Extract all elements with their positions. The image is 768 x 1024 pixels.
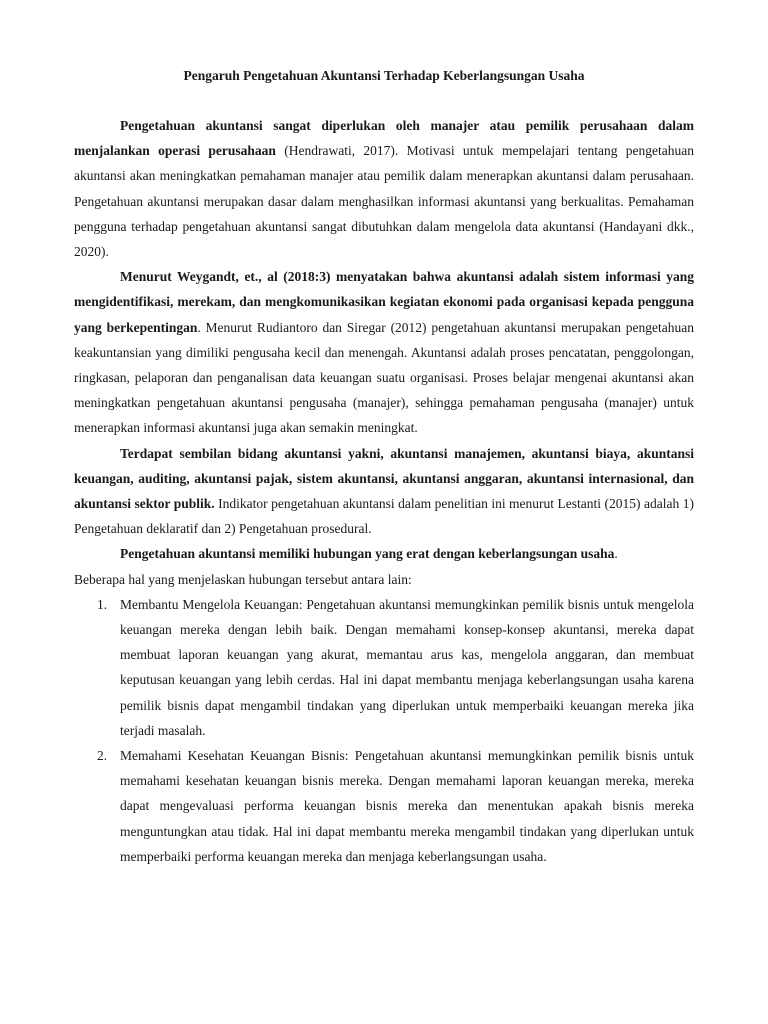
paragraph-2-bold: Menurut Weygandt, et., al (2018:3) menyatakan bahwa akuntansi adalah sistem informasi yang mengidentifikasi, merekam, dan mengkomunikasikan kegiatan ekonomi pada organisasi kepada pengguna yang berkepentingan <box>74 269 694 335</box>
list-item-text: Memahami Kesehatan Keuangan Bisnis: Pengetahuan akuntansi memungkinkan pemilik bisnis untuk memahami kesehatan keuangan bisnis mereka. Dengan memahami laporan keuangan mereka, mereka dapat mengevaluasi performa keuangan bisnis mereka dan menentukan apakah bisnis mereka menguntungkan atau tidak. Hal ini dapat membantu mereka mengambil tindakan yang diperlukan untuk memperbaiki performa keuangan mereka dan menjaga keberlangsungan usaha. <box>120 748 694 864</box>
list-item <box>74 592 694 743</box>
list-item-number: 1. <box>97 596 108 612</box>
paragraph-3-bold: Terdapat sembilan bidang akuntansi yakni, akuntansi manajemen, akuntansi biaya, akuntansi keuangan, auditing, akuntansi pajak, sistem akuntansi, akuntansi anggaran, akuntansi internasional, dan akuntansi sektor publik. <box>74 445 694 512</box>
paragraph-4-bold: Pengetahuan akuntansi memiliki hubungan yang erat dengan keberlangsungan usaha <box>120 546 615 562</box>
paragraph-1 <box>74 113 694 264</box>
list-item-text: Membantu Mengelola Keuangan: Pengetahuan akuntansi memungkinkan pemilik bisnis untuk mengelola keuangan mereka dengan lebih baik. Dengan memahami konsep-konsep akuntansi, mereka dapat membuat laporan keuangan yang akurat, memantau arus kas, mengelola anggaran, dan membuat keputusan keuangan yang lebih cerdas. Hal ini dapat membantu menjaga keberlangsungan usaha karena pemilik bisnis dapat mengambil tindakan yang diperlukan untuk memperbaiki keuangan mereka jika terjadi masalah. <box>120 596 694 738</box>
paragraph-4-text: . <box>614 546 618 562</box>
paragraph-1-text: (Hendrawati, 2017). Motivasi untuk mempelajari tentang pengetahuan akuntansi akan meningkatkan pemahaman manajer atau pemilik dalam menerapkan akuntansi dalam perusahaan. Pengetahuan akuntansi merupakan dasar dalam menghasilkan informasi akuntansi yang berkualitas. Pemahaman pengguna terhadap pengetahuan akuntansi sangat dibutuhkan dalam mengelola data akuntansi (Handayani dkk., 2020). <box>74 143 694 260</box>
list-item <box>74 743 694 869</box>
numbered-list <box>74 592 694 869</box>
list-item-number: 2. <box>97 748 108 764</box>
paragraph-3 <box>74 441 694 542</box>
paragraph-2-text: . Menurut Rudiantoro dan Siregar (2012) pengetahuan akuntansi merupakan pengetahuan keakuntansian yang dimiliki pengusaha kecil dan menengah. Akuntansi adalah proses pencatatan, penggolongan, ringkasan, pelaporan dan penganalisan data keuangan suatu organisasi. Proses belajar mengenai akuntansi akan meningkatkan pengetahuan akuntansi pengusaha (manajer), sehingga pemahaman pengusaha (manajer) untuk menerapkan informasi akuntansi juga akan semakin meningkat. <box>74 319 694 436</box>
document-page <box>74 66 694 869</box>
document-title: Pengaruh Pengetahuan Akuntansi Terhadap Keberlangsungan Usaha <box>183 68 585 83</box>
paragraph-2 <box>74 264 694 440</box>
paragraph-4 <box>74 541 694 566</box>
paragraph-4-continuation: Beberapa hal yang menjelaskan hubungan tersebut antara lain: <box>74 571 412 587</box>
paragraph-3-text: Indikator pengetahuan akuntansi dalam penelitian ini menurut Lestanti (2015) adalah 1) Pengetahuan deklaratif dan 2) Pengetahuan prosedural. <box>74 496 694 537</box>
paragraph-1-bold: Pengetahuan akuntansi sangat diperlukan oleh manajer atau pemilik perusahaan dalam menjalankan operasi perusahaan <box>74 118 694 159</box>
